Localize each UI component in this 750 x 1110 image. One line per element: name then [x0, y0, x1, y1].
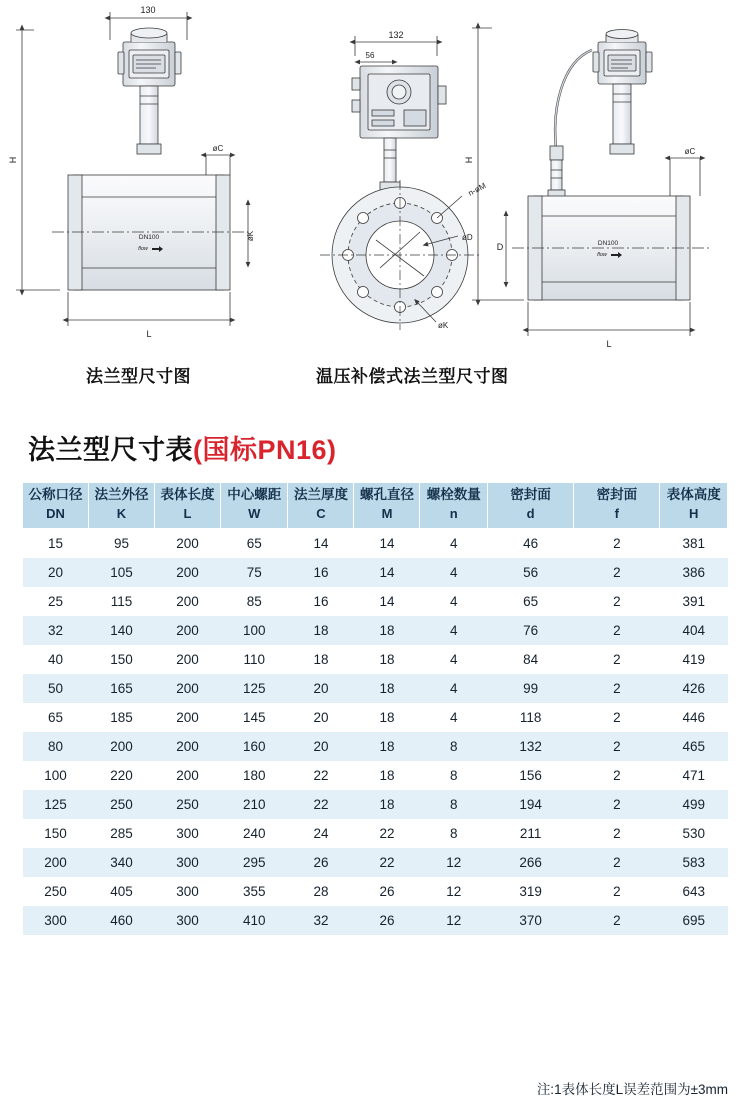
cell-c: 16 [288, 558, 354, 587]
cell-h: 426 [660, 674, 728, 703]
col-header-c-sym: C [316, 505, 326, 521]
dim-56: 56 [365, 51, 375, 60]
dim-phi-d-2: øD [462, 233, 473, 242]
cell-m: 26 [354, 877, 420, 906]
cell-d: 211 [487, 819, 573, 848]
cell-c: 32 [288, 906, 354, 935]
col-header-w [221, 483, 288, 529]
cell-c: 20 [288, 732, 354, 761]
cell-d: 156 [487, 761, 573, 790]
cell-dn: 25 [23, 587, 89, 616]
cell-n: 4 [420, 616, 487, 645]
cell-k: 95 [89, 529, 155, 559]
cell-w: 85 [221, 587, 288, 616]
cell-k: 140 [89, 616, 155, 645]
page-title-accent: (国标PN16) [193, 435, 337, 465]
dim-132: 132 [388, 30, 404, 40]
cell-d: 84 [487, 645, 573, 674]
dim-h-3: H [464, 156, 474, 164]
cell-l: 200 [155, 616, 221, 645]
cell-n: 8 [420, 761, 487, 790]
cell-h: 530 [660, 819, 728, 848]
col-header-w-sym: W [248, 505, 261, 521]
cell-c: 22 [288, 761, 354, 790]
cell-m: 26 [354, 906, 420, 935]
table-row [23, 877, 728, 906]
cell-c: 18 [288, 616, 354, 645]
cell-m: 18 [354, 732, 420, 761]
drawings-panel [0, 0, 750, 400]
cell-k: 340 [89, 848, 155, 877]
cell-l: 300 [155, 877, 221, 906]
cell-w: 65 [221, 529, 288, 559]
cell-l: 200 [155, 558, 221, 587]
table-row [23, 790, 728, 819]
col-header-m-sym: M [381, 505, 393, 521]
cell-d: 76 [487, 616, 573, 645]
cell-c: 18 [288, 645, 354, 674]
cell-h: 499 [660, 790, 728, 819]
cell-c: 28 [288, 877, 354, 906]
dim-phi-c-1: øC [212, 144, 224, 153]
cell-w: 145 [221, 703, 288, 732]
cell-d: 370 [487, 906, 573, 935]
cell-h: 465 [660, 732, 728, 761]
table-row [23, 906, 728, 935]
col-header-l-sym: L [183, 505, 192, 521]
cell-c: 24 [288, 819, 354, 848]
cell-k: 285 [89, 819, 155, 848]
cell-dn: 300 [23, 906, 89, 935]
col-header-d-cn: 密封面 [510, 487, 551, 502]
cell-dn: 250 [23, 877, 89, 906]
cell-n: 4 [420, 703, 487, 732]
table-header-row [23, 483, 728, 529]
cell-f: 2 [574, 645, 660, 674]
cell-dn: 40 [23, 645, 89, 674]
spec-table-wrap [22, 482, 728, 935]
cell-l: 200 [155, 645, 221, 674]
cell-n: 4 [420, 674, 487, 703]
col-header-m-cn: 螺孔直径 [359, 487, 414, 502]
table-row [23, 674, 728, 703]
table-footnote: 注:1表体长度L误差范围为±3mm [536, 1082, 728, 1097]
col-header-f-sym: f [614, 505, 620, 521]
cell-m: 14 [354, 529, 420, 559]
cell-w: 75 [221, 558, 288, 587]
cell-k: 250 [89, 790, 155, 819]
table-row [23, 558, 728, 587]
col-header-c [288, 483, 354, 529]
dim-130: 130 [140, 5, 156, 15]
col-header-m [354, 483, 420, 529]
body-label-flow-2: flow [597, 252, 607, 258]
cell-m: 14 [354, 587, 420, 616]
cell-l: 200 [155, 732, 221, 761]
cell-dn: 125 [23, 790, 89, 819]
cell-d: 132 [487, 732, 573, 761]
cell-c: 14 [288, 529, 354, 559]
cell-l: 250 [155, 790, 221, 819]
caption-temp-pressure-flange-type: 温压补偿式法兰型尺寸图 [316, 367, 509, 386]
cell-w: 210 [221, 790, 288, 819]
cell-f: 2 [574, 703, 660, 732]
cell-w: 355 [221, 877, 288, 906]
table-row [23, 732, 728, 761]
cell-l: 200 [155, 761, 221, 790]
cell-n: 12 [420, 906, 487, 935]
cell-k: 150 [89, 645, 155, 674]
table-row [23, 645, 728, 674]
cell-dn: 200 [23, 848, 89, 877]
cell-w: 240 [221, 819, 288, 848]
cell-l: 200 [155, 529, 221, 559]
table-row [23, 761, 728, 790]
col-header-n-sym: n [449, 505, 458, 521]
cell-dn: 15 [23, 529, 89, 559]
drawing-temp-pressure-compensated-view [464, 28, 710, 349]
cell-n: 4 [420, 587, 487, 616]
col-header-l [155, 483, 221, 529]
cell-d: 319 [487, 877, 573, 906]
cell-h: 404 [660, 616, 728, 645]
cell-l: 300 [155, 848, 221, 877]
cell-n: 8 [420, 732, 487, 761]
cell-f: 2 [574, 761, 660, 790]
col-header-k [89, 483, 155, 529]
cell-d: 65 [487, 587, 573, 616]
cell-h: 381 [660, 529, 728, 559]
dim-l-3: L [606, 339, 612, 349]
drawing-flange-section-view [320, 30, 488, 330]
cell-dn: 150 [23, 819, 89, 848]
cell-k: 220 [89, 761, 155, 790]
cell-c: 20 [288, 674, 354, 703]
dim-phi-c-3: øC [684, 147, 696, 156]
col-header-n [420, 483, 487, 529]
cell-w: 410 [221, 906, 288, 935]
cell-f: 2 [574, 616, 660, 645]
page-title-main: 法兰型尺寸表 [28, 435, 193, 465]
cell-l: 200 [155, 674, 221, 703]
cell-k: 185 [89, 703, 155, 732]
cell-h: 386 [660, 558, 728, 587]
col-header-h-cn: 表体高度 [666, 487, 721, 502]
cell-f: 2 [574, 906, 660, 935]
col-header-k-cn: 法兰外径 [94, 487, 149, 502]
body-label-flow-1: flow [138, 246, 148, 252]
cell-n: 4 [420, 645, 487, 674]
cell-f: 2 [574, 819, 660, 848]
cell-m: 18 [354, 645, 420, 674]
cell-c: 22 [288, 790, 354, 819]
cell-l: 200 [155, 587, 221, 616]
table-row [23, 529, 728, 559]
caption-flange-type: 法兰型尺寸图 [86, 367, 191, 386]
cell-w: 295 [221, 848, 288, 877]
cell-k: 115 [89, 587, 155, 616]
cell-h: 471 [660, 761, 728, 790]
col-header-dn [23, 483, 89, 529]
col-header-k-sym: K [116, 505, 127, 521]
cell-m: 18 [354, 703, 420, 732]
cell-d: 118 [487, 703, 573, 732]
cell-l: 200 [155, 703, 221, 732]
table-row [23, 616, 728, 645]
cell-f: 2 [574, 877, 660, 906]
col-header-d [487, 483, 573, 529]
col-header-h [660, 483, 728, 529]
cell-h: 419 [660, 645, 728, 674]
dim-d-3: D [496, 242, 504, 252]
cell-w: 110 [221, 645, 288, 674]
cell-d: 266 [487, 848, 573, 877]
cell-dn: 100 [23, 761, 89, 790]
cell-w: 180 [221, 761, 288, 790]
cell-k: 200 [89, 732, 155, 761]
dim-n-phi-m: n-øM [466, 181, 488, 198]
col-header-dn-sym: DN [46, 505, 65, 521]
cell-l: 300 [155, 819, 221, 848]
cell-m: 14 [354, 558, 420, 587]
cell-h: 391 [660, 587, 728, 616]
table-row [23, 587, 728, 616]
col-header-d-sym: d [526, 505, 535, 521]
col-header-dn-cn: 公称口径 [28, 487, 83, 502]
col-header-f [574, 483, 660, 529]
page-title [28, 428, 337, 467]
cell-k: 405 [89, 877, 155, 906]
col-header-c-cn: 法兰厚度 [293, 487, 348, 502]
cell-f: 2 [574, 529, 660, 559]
flange-dimension-table [22, 482, 728, 935]
cell-m: 18 [354, 761, 420, 790]
table-row [23, 848, 728, 877]
table-row [23, 819, 728, 848]
cell-w: 160 [221, 732, 288, 761]
cell-d: 99 [487, 674, 573, 703]
cell-n: 12 [420, 877, 487, 906]
drawing-flange-front-view [8, 5, 255, 339]
cell-dn: 20 [23, 558, 89, 587]
cell-h: 695 [660, 906, 728, 935]
cell-c: 20 [288, 703, 354, 732]
dim-h-1: H [8, 156, 18, 164]
cell-d: 194 [487, 790, 573, 819]
dim-l-1: L [146, 329, 152, 339]
cell-w: 125 [221, 674, 288, 703]
cell-dn: 65 [23, 703, 89, 732]
cell-f: 2 [574, 848, 660, 877]
col-header-w-cn: 中心螺距 [227, 487, 282, 502]
cell-n: 4 [420, 529, 487, 559]
cell-k: 105 [89, 558, 155, 587]
cell-n: 8 [420, 819, 487, 848]
cell-m: 18 [354, 674, 420, 703]
cell-w: 100 [221, 616, 288, 645]
col-header-h-sym: H [689, 505, 699, 521]
cell-m: 22 [354, 819, 420, 848]
cell-k: 165 [89, 674, 155, 703]
table-row [23, 703, 728, 732]
body-label-dn100-2: DN100 [597, 240, 619, 247]
dim-phi-k-2: øK [438, 321, 449, 330]
cell-f: 2 [574, 674, 660, 703]
dim-phi-k-1: øK [246, 230, 255, 242]
cell-dn: 50 [23, 674, 89, 703]
cell-f: 2 [574, 790, 660, 819]
col-header-f-cn: 密封面 [596, 487, 638, 502]
cell-c: 16 [288, 587, 354, 616]
dimension-drawings-svg [0, 0, 750, 400]
cell-n: 4 [420, 558, 487, 587]
cell-dn: 32 [23, 616, 89, 645]
cell-l: 300 [155, 906, 221, 935]
cell-m: 22 [354, 848, 420, 877]
cell-h: 446 [660, 703, 728, 732]
col-header-n-cn: 螺栓数量 [426, 487, 481, 502]
cell-dn: 80 [23, 732, 89, 761]
cell-h: 643 [660, 877, 728, 906]
col-header-l-cn: 表体长度 [160, 487, 215, 502]
cell-k: 460 [89, 906, 155, 935]
cell-d: 56 [487, 558, 573, 587]
cell-n: 8 [420, 790, 487, 819]
cell-h: 583 [660, 848, 728, 877]
cell-f: 2 [574, 558, 660, 587]
cell-m: 18 [354, 790, 420, 819]
cell-m: 18 [354, 616, 420, 645]
cell-f: 2 [574, 732, 660, 761]
body-label-dn100-1: DN100 [138, 234, 160, 241]
cell-d: 46 [487, 529, 573, 559]
cell-f: 2 [574, 587, 660, 616]
cell-n: 12 [420, 848, 487, 877]
cell-c: 26 [288, 848, 354, 877]
